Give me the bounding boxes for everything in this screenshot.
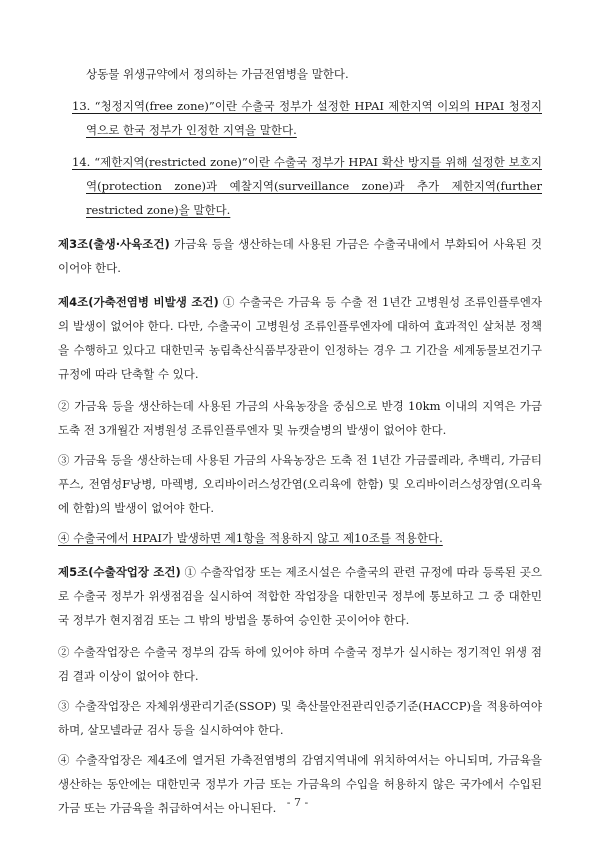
article-5-para-4: ④ 수출작업장은 제4조에 열거된 가축전염병의 감염지역내에 위치하여서는 아니되며, 가금육을 생산하는 동안에는 대한민국 정부가 가금 또는 가금육의 수입을 허용하지 않은 국가에서 수입된 가금 또는 가금육을 취급하여서는 아니된다. [58,753,542,815]
article-4-para-3: ③ 가금육 등을 생산하는데 사용된 가금의 사육농장은 도축 전 1년간 가금콜레라, 추백리, 가금티푸스, 전염성F낭병, 마렉병, 오리바이러스성간염(오리육에 한함) 및 오리바이러스성장염(오리육에 한함)의 발생이 없어야 한다. [58,453,542,515]
definition-14: 14. “제한지역(restricted zone)”이란 수출국 정부가 HPAI 확산 방지를 위해 설정한 보호지역(protection zone)과 예찰지역(surveillance zone)과 추가 제한지역(further restricted zone)을 말한다. [72,155,542,217]
article-5-text-1: ① 수출작업장 또는 제조시설은 수출국의 관련 규정에 따라 등록된 곳으로 수출국 정부가 위생점검을 실시하여 적합한 작업장을 대한민국 정부에 통보하고 그 중 대한민국 정부가 현지점검 또는 그 밖의 방법을 통하여 승인한 곳이어야 한다. [58,565,542,627]
definition-13: 13. “청정지역(free zone)”이란 수출국 정부가 설정한 HPAI 제한지역 이외의 HPAI 청정지역으로 한국 정부가 인정한 지역을 말한다. [72,99,542,137]
article-3-body: 가금육 등을 생산하는데 사용된 가금은 수출국내에서 부화되어 사육된 것이어야 한다. [58,237,542,275]
article-4-heading: 제4조(가축전염병 비발생 조건) [58,295,219,309]
article-3-heading: 제3조(출생·사육조건) [58,237,170,251]
page-number: - 7 - [286,796,309,809]
document-body [58,62,542,826]
article-3 [58,232,542,280]
article-5-heading: 제5조(수출작업장 조건) [58,565,181,579]
definition-continuation: 상동물 위생규약에서 정의하는 가금전염병을 말한다. [86,67,349,81]
article-4-para-4: ④ 수출국에서 HPAI가 발생하면 제1항을 적용하지 않고 제10조를 적용한다. [58,531,443,545]
article-5-para-1 [58,560,542,632]
article-5-para-2: ② 수출작업장은 수출국 정부의 감독 하에 있어야 하며 수출국 정부가 실시하는 정기적인 위생 점검 결과 이상이 없어야 한다. [58,645,542,683]
article-5-para-3: ③ 수출작업장은 자체위생관리기준(SSOP) 및 축산물안전관리인증기준(HACCP)을 적용하여야 하며, 살모넬라균 검사 등을 실시하여야 한다. [58,699,542,737]
article-4-para-2: ② 가금육 등을 생산하는데 사용된 가금의 사육농장을 중심으로 반경 10km 이내의 지역은 가금 도축 전 3개월간 저병원성 조류인플루엔자 및 뉴캣슬병의 발생이 없어야 한다. [58,399,542,437]
article-4-para-1 [58,290,542,386]
article-4-text-1: ① 수출국은 가금육 등 수출 전 1년간 고병원성 조류인플루엔자의 발생이 없어야 한다. 다만, 수출국이 고병원성 조류인플루엔자에 대하여 효과적인 살처분 정책을 수행하고 있다고 대한민국 농림축산식품부장관이 인정하는 경우 그 기간을 세계동물보건기구 규정에 따라 단축할 수 있다. [58,295,542,381]
